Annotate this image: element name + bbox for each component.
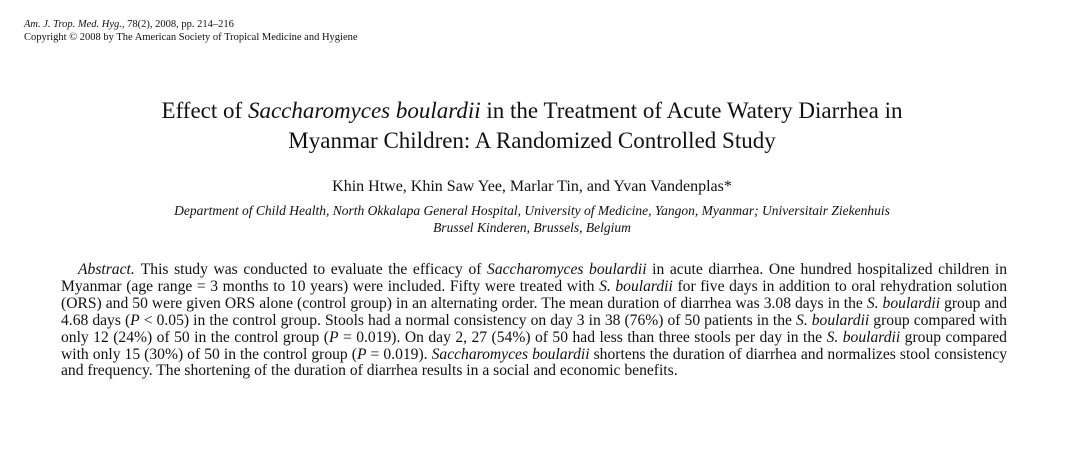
abstract-text: = 0.019). — [366, 345, 432, 363]
title-text-2: in the Treatment of Acute Watery Diarrhea in — [480, 98, 903, 123]
journal-volume-pages: 78(2), 2008, pp. 214–216 — [127, 19, 234, 30]
abstract-p-value-symbol: P — [130, 311, 140, 329]
abstract-text: for five days in addition to oral rehydration solution (ORS) and 50 were given ORS alone (control group) in an alternating order. The mean duration of diarrhea was 3.08 days in the — [61, 277, 1008, 312]
title-line-1 — [0, 96, 1064, 126]
abstract-text: group compared with only 12 (24%) of 50 in the control group ( — [61, 311, 1007, 346]
abstract-text: < 0.05) in the control group. Stools had a normal consistency on day 3 in 38 (76%) of 50 patients in the — [139, 311, 797, 329]
abstract-text: This study was conducted to evaluate the efficacy of — [140, 261, 488, 278]
title-text-1: Effect of — [161, 98, 248, 123]
affiliation — [60, 202, 1004, 236]
abstract-text: group compared with only 15 (30%) of 50 in the control group ( — [61, 328, 1007, 363]
abstract-organism: S. boulardii — [599, 277, 673, 295]
abstract-organism: S. boulardii — [866, 294, 941, 312]
title-line-2: Myanmar Children: A Randomized Controlled Study — [288, 128, 776, 153]
abstract-text: shortens the duration of diarrhea and normalizes stool consistency and frequency. The shortening of the duration of diarrhea results in a social and economic benefits. — [61, 345, 1008, 380]
copyright-line: Copyright © 2008 by The American Society of Tropical Medicine and Hygiene — [24, 32, 358, 43]
journal-name: Am. J. Trop. Med. Hyg., — [24, 19, 125, 30]
abstract-text: = 0.019). On day 2, 27 (54%) of 50 had less than three stools per day in the — [338, 328, 827, 346]
abstract-organism: S. boulardii — [796, 311, 870, 329]
journal-citation — [24, 18, 358, 31]
abstract-paragraph — [61, 262, 1007, 380]
journal-header — [24, 18, 358, 44]
author-list: Khin Htwe, Khin Saw Yee, Marlar Tin, and Yvan Vandenplas* — [332, 178, 732, 195]
affiliation-line-1: Department of Child Health, North Okkalapa General Hospital, University of Medicine, Yangon, Myanmar; Universitair Ziekenhuis — [174, 203, 890, 218]
abstract-organism: S. boulardii — [826, 328, 901, 346]
title-organism: Saccharomyces boulardii — [247, 98, 481, 123]
abstract-organism: Saccharomyces boulardii — [431, 345, 590, 363]
affiliation-line-2: Brussel Kinderen, Brussels, Belgium — [433, 220, 631, 235]
abstract-label: Abstract. — [78, 261, 135, 278]
abstract-p-value-symbol: P — [356, 345, 367, 363]
paper-title — [0, 96, 1064, 156]
abstract-text: in acute diarrhea. One hundred hospitalized children in Myanmar (age range = 3 months to 10 years) were included. Fifty were treated with — [61, 261, 1007, 295]
abstract-p-value-symbol: P — [328, 328, 339, 346]
abstract-text: group and 4.68 days ( — [61, 294, 1007, 329]
abstract-organism: Saccharomyces boulardii — [487, 261, 647, 278]
